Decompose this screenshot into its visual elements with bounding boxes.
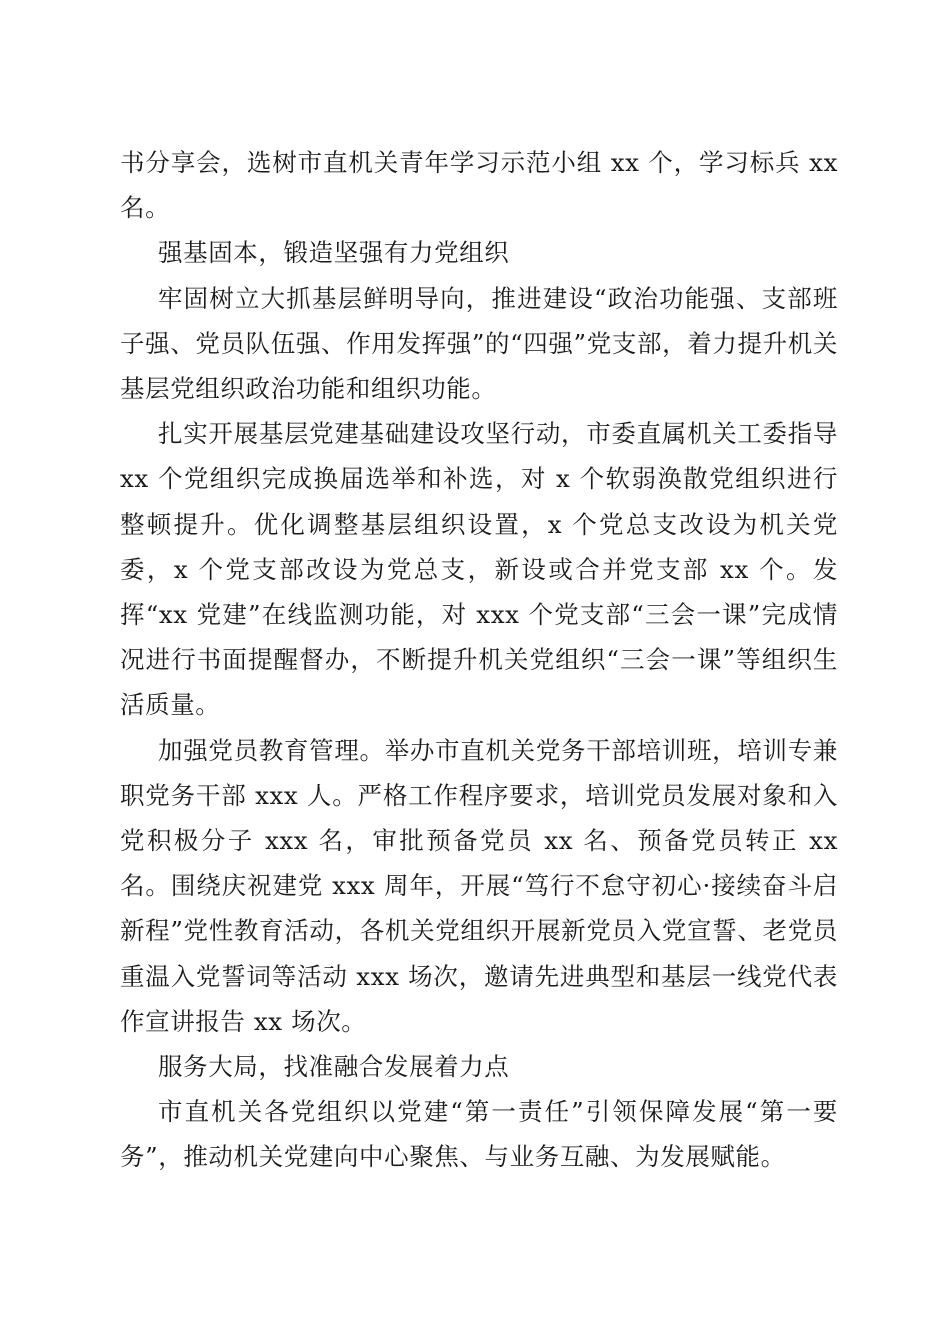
section-heading-serve-overall: 服务大局，找准融合发展着力点 — [158, 1052, 510, 1082]
paragraph-grassroots-orientation: 牢固树立大抓基层鲜明导向，推进建设“政治功能强、支部班子强、党员队伍强、作用发挥强”的“四强”党支部，着力提升机关基层党组织政治功能和组织功能。 — [120, 283, 838, 404]
paragraph-first-responsibility: 市直机关各党组织以党建“第一责任”引领保障发展“第一要务”，推动机关党建向中心聚焦、与业务互融、为发展赋能。 — [120, 1097, 838, 1172]
paragraph-member-education: 加强党员教育管理。举办市直机关党务干部培训班，培训专兼职党务干部 xxx 人。严格工作程序要求，培训党员发展对象和入党积极分子 xxx 名，审批预备党员 xx 名、预备党员转正 xx 名。围绕庆祝建党 xxx 周年，开展“笃行不怠守初心·接续奋斗启新程”党性教育活动，各机关党组织开展新党员入党宣誓、老党员重温入党誓词等活动 xxx 场次，邀请先进典型和基层一线党代表作宣讲报告 xx 场次。 — [120, 735, 838, 1036]
paragraph-continued: 书分享会，选树市直机关青年学习示范小组 xx 个，学习标兵 xx 名。 — [120, 148, 838, 223]
paragraph-basic-construction: 扎实开展基层党建基础建设攻坚行动，市委直属机关工委指导 xx 个党组织完成换届选举和补选，对 x 个软弱涣散党组织进行整顿提升。优化调整基层组织设置，x 个党总支改设为机关党委，x 个党支部改设为党总支，新设或合并党支部 xx 个。发挥“xx 党建”在线监测功能，对 xxx 个党支部“三会一课”完成情况进行书面提醒督办，不断提升机关党组织“三会一课”等组织生活质量。 — [120, 419, 838, 720]
section-heading-strengthen-foundation: 强基固本，锻造坚强有力党组织 — [158, 238, 510, 268]
document-body — [120, 140, 838, 1180]
